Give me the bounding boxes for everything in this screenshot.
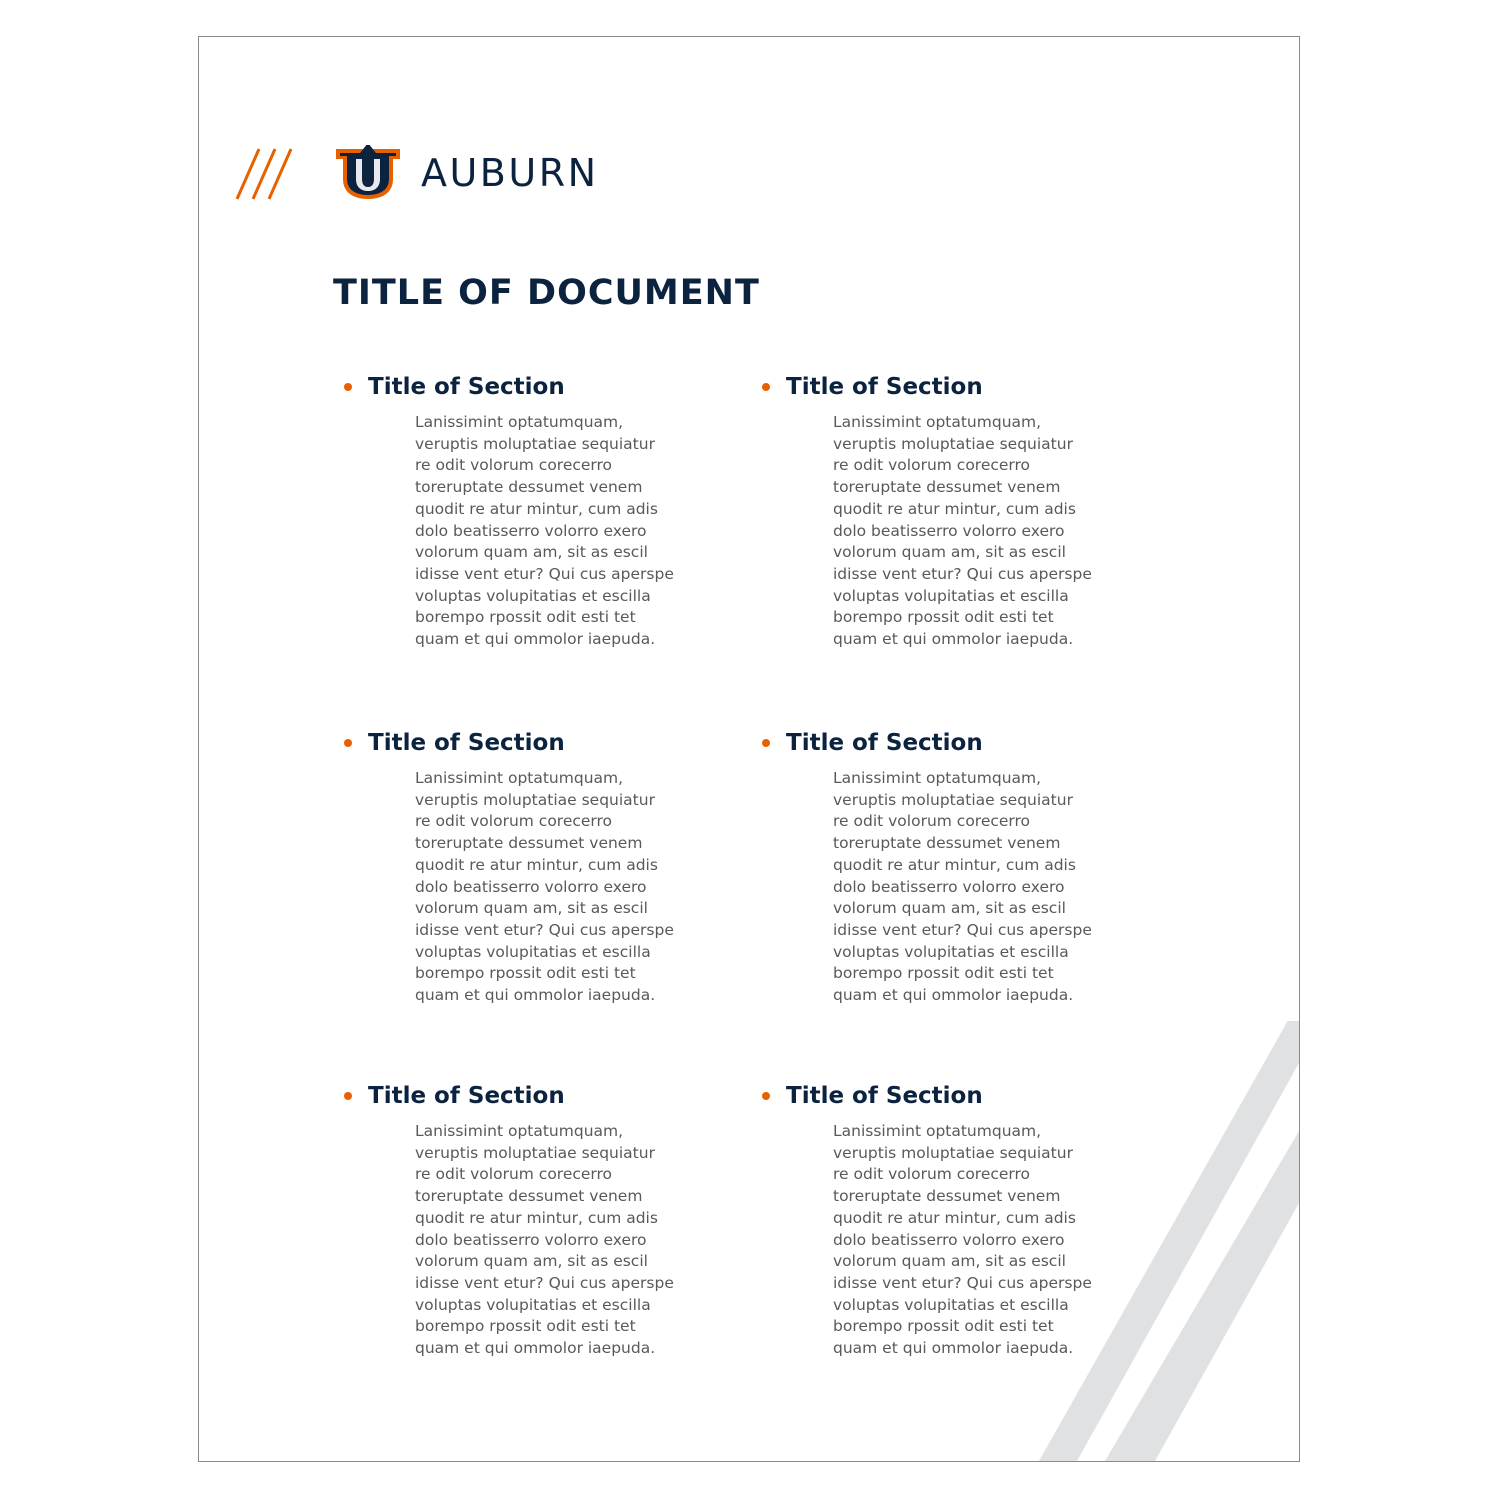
- body-line: quodit re atur mintur, cum adis: [833, 1208, 1076, 1227]
- bullet-icon: [762, 383, 770, 391]
- body-line: veruptis moluptatiae sequiatur: [415, 434, 655, 453]
- body-line: Lanissimint optatumquam,: [833, 413, 1042, 431]
- body-line: quam et qui ommolor iaepuda.: [415, 630, 656, 649]
- body-line: dolo beatisserro volorro exero: [833, 1230, 1065, 1249]
- body-line: Lanissimint optatumquam,: [415, 1122, 624, 1140]
- body-line: re odit volorum corecerro: [833, 456, 1031, 475]
- body-line: idisse vent etur? Qui cus aperspe: [833, 1273, 1092, 1292]
- section-header: [339, 1081, 729, 1111]
- body-line: quam et qui ommolor iaepuda.: [415, 986, 656, 1005]
- section-title: Title of Section: [786, 730, 983, 756]
- section: [757, 372, 1147, 651]
- section-body: [833, 768, 1153, 1007]
- body-line: toreruptate dessumet venem: [833, 834, 1061, 853]
- document-page: [198, 36, 1300, 1462]
- body-line: dolo beatisserro volorro exero: [415, 1230, 647, 1249]
- body-line: re odit volorum corecerro: [415, 812, 613, 831]
- section-header: [757, 372, 1147, 402]
- body-line: veruptis moluptatiae sequiatur: [833, 434, 1073, 453]
- section: [339, 372, 729, 651]
- page-title: TITLE OF DOCUMENT: [333, 273, 760, 313]
- body-line: re odit volorum corecerro: [833, 812, 1031, 831]
- body-line: toreruptate dessumet venem: [415, 478, 643, 497]
- body-line: voluptas volupitatias et escilla: [833, 942, 1069, 961]
- body-line: quam et qui ommolor iaepuda.: [415, 1339, 656, 1358]
- body-line: voluptas volupitatias et escilla: [833, 586, 1069, 605]
- section-body: [415, 412, 735, 651]
- section: [339, 1081, 729, 1360]
- section-body: [415, 1121, 735, 1360]
- body-line: toreruptate dessumet venem: [415, 834, 643, 853]
- body-line: quodit re atur mintur, cum adis: [415, 1208, 658, 1227]
- body-line: quam et qui ommolor iaepuda.: [833, 986, 1074, 1005]
- body-line: Lanissimint optatumquam,: [833, 1122, 1042, 1140]
- section-header: [757, 1081, 1147, 1111]
- section-header: [757, 728, 1147, 758]
- body-line: volorum quam am, sit as escil: [415, 1252, 648, 1271]
- body-line: idisse vent etur? Qui cus aperspe: [415, 1273, 674, 1292]
- body-line: borempo rpossit odit esti tet: [833, 1317, 1054, 1336]
- auburn-logo: [333, 145, 599, 201]
- body-line: re odit volorum corecerro: [415, 456, 613, 475]
- body-line: toreruptate dessumet venem: [833, 478, 1061, 497]
- body-line: toreruptate dessumet venem: [833, 1187, 1061, 1206]
- body-line: voluptas volupitatias et escilla: [415, 586, 651, 605]
- body-line: volorum quam am, sit as escil: [833, 899, 1066, 918]
- section: [757, 728, 1147, 1007]
- body-line: quodit re atur mintur, cum adis: [415, 499, 658, 518]
- body-line: dolo beatisserro volorro exero: [833, 521, 1065, 540]
- section-header: [339, 728, 729, 758]
- body-line: veruptis moluptatiae sequiatur: [833, 1143, 1073, 1162]
- body-line: borempo rpossit odit esti tet: [415, 964, 636, 983]
- au-monogram-icon: [333, 145, 403, 201]
- section-title: Title of Section: [786, 374, 983, 400]
- body-line: re odit volorum corecerro: [833, 1165, 1031, 1184]
- body-line: volorum quam am, sit as escil: [415, 899, 648, 918]
- body-line: Lanissimint optatumquam,: [415, 769, 624, 787]
- section: [339, 728, 729, 1007]
- body-line: veruptis moluptatiae sequiatur: [415, 790, 655, 809]
- body-line: idisse vent etur? Qui cus aperspe: [833, 564, 1092, 583]
- section: [757, 1081, 1147, 1360]
- body-line: idisse vent etur? Qui cus aperspe: [415, 920, 674, 939]
- body-line: borempo rpossit odit esti tet: [833, 964, 1054, 983]
- body-line: dolo beatisserro volorro exero: [415, 877, 647, 896]
- body-line: quodit re atur mintur, cum adis: [833, 499, 1076, 518]
- section-title: Title of Section: [368, 1083, 565, 1109]
- body-line: re odit volorum corecerro: [415, 1165, 613, 1184]
- bullet-icon: [344, 739, 352, 747]
- body-line: Lanissimint optatumquam,: [833, 769, 1042, 787]
- body-line: dolo beatisserro volorro exero: [415, 521, 647, 540]
- body-line: voluptas volupitatias et escilla: [833, 1295, 1069, 1314]
- body-line: quam et qui ommolor iaepuda.: [833, 1339, 1074, 1358]
- body-line: veruptis moluptatiae sequiatur: [833, 790, 1073, 809]
- body-line: idisse vent etur? Qui cus aperspe: [833, 920, 1092, 939]
- body-line: toreruptate dessumet venem: [415, 1187, 643, 1206]
- body-line: voluptas volupitatias et escilla: [415, 942, 651, 961]
- body-line: quodit re atur mintur, cum adis: [833, 855, 1076, 874]
- body-line: idisse vent etur? Qui cus aperspe: [415, 564, 674, 583]
- body-line: voluptas volupitatias et escilla: [415, 1295, 651, 1314]
- body-line: volorum quam am, sit as escil: [833, 543, 1066, 562]
- bullet-icon: [344, 383, 352, 391]
- section-title: Title of Section: [786, 1083, 983, 1109]
- section-body: [415, 768, 735, 1007]
- body-line: volorum quam am, sit as escil: [415, 543, 648, 562]
- body-line: borempo rpossit odit esti tet: [415, 1317, 636, 1336]
- orange-stripes-decoration: [235, 147, 297, 201]
- bullet-icon: [762, 739, 770, 747]
- body-line: quodit re atur mintur, cum adis: [415, 855, 658, 874]
- section-title: Title of Section: [368, 730, 565, 756]
- body-line: borempo rpossit odit esti tet: [833, 608, 1054, 627]
- section-body: [833, 1121, 1153, 1360]
- body-line: veruptis moluptatiae sequiatur: [415, 1143, 655, 1162]
- body-line: volorum quam am, sit as escil: [833, 1252, 1066, 1271]
- bullet-icon: [762, 1092, 770, 1100]
- bullet-icon: [344, 1092, 352, 1100]
- body-line: Lanissimint optatumquam,: [415, 413, 624, 431]
- section-body: [833, 412, 1153, 651]
- brand-wordmark: AUBURN: [421, 151, 599, 195]
- section-title: Title of Section: [368, 374, 565, 400]
- body-line: quam et qui ommolor iaepuda.: [833, 630, 1074, 649]
- body-line: dolo beatisserro volorro exero: [833, 877, 1065, 896]
- body-line: borempo rpossit odit esti tet: [415, 608, 636, 627]
- section-header: [339, 372, 729, 402]
